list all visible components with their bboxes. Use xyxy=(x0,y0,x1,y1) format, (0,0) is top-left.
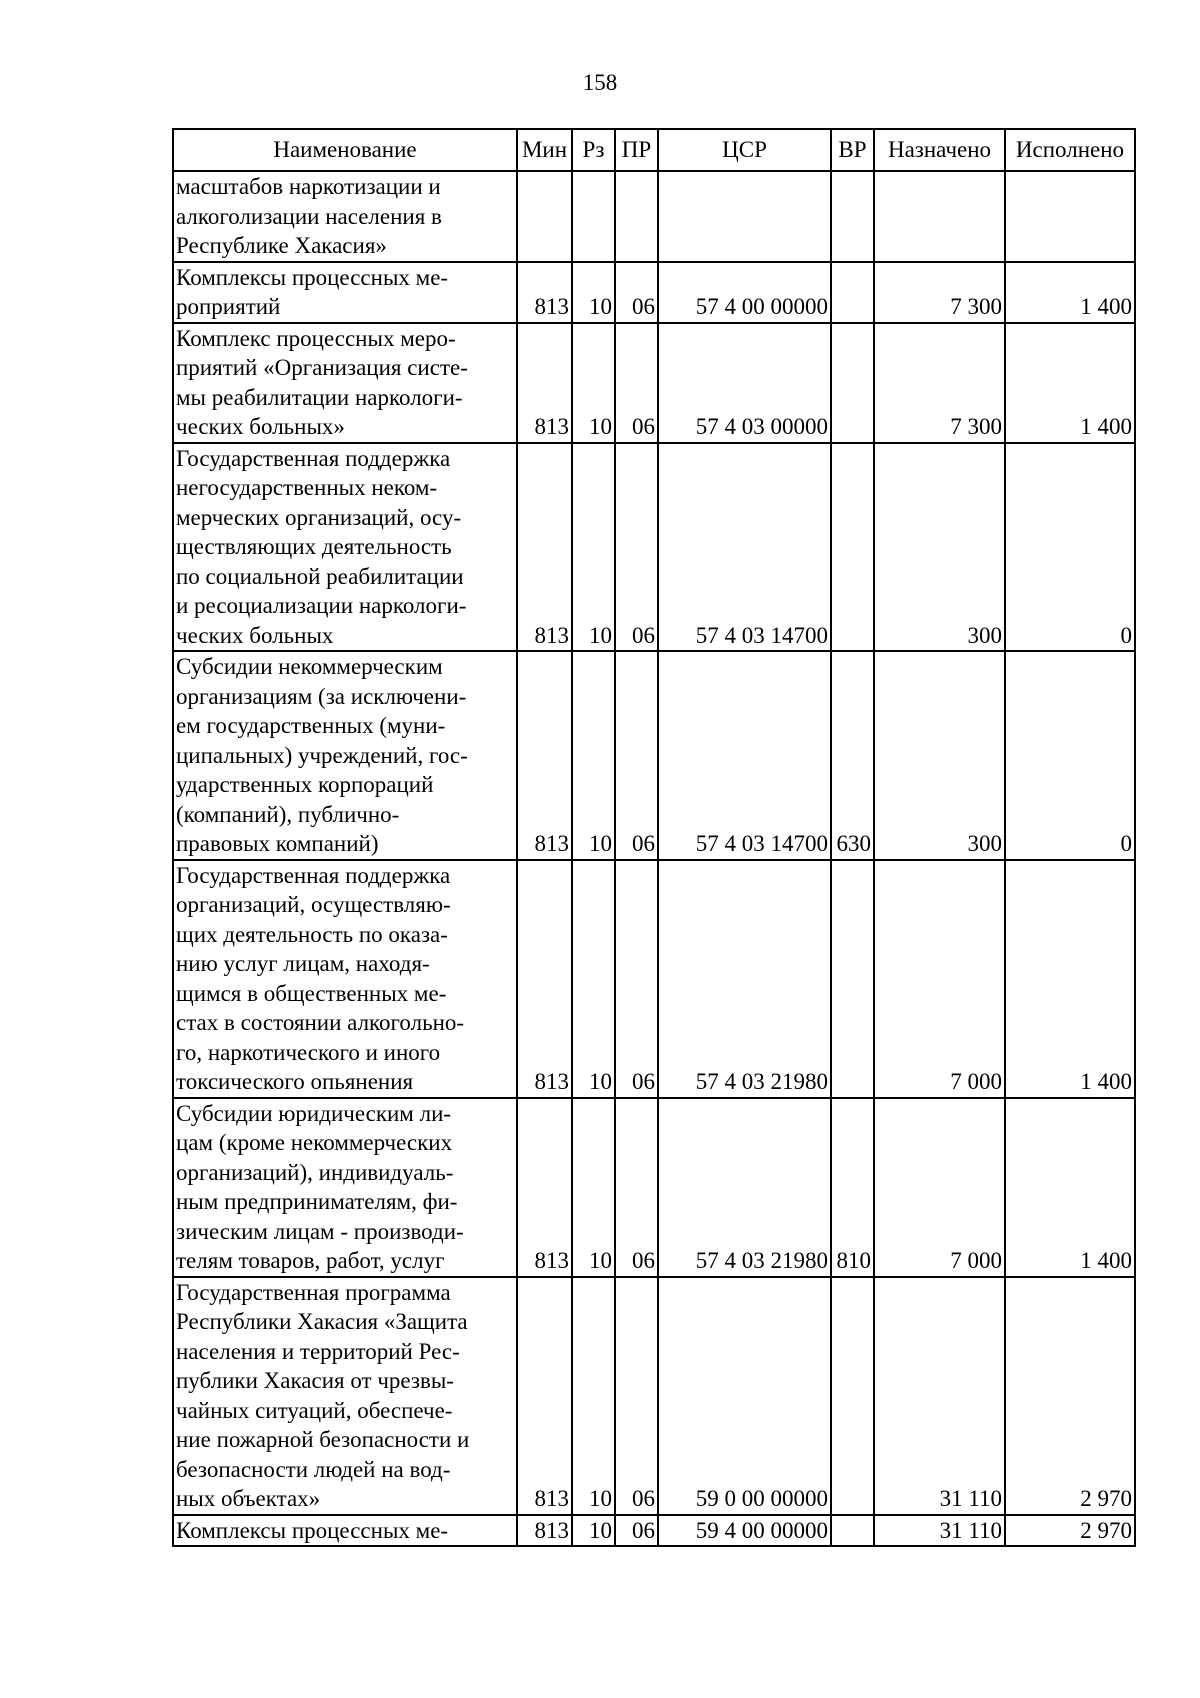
name-line: Республике Хакасия» xyxy=(176,233,387,258)
name-line: правовых компаний) xyxy=(176,831,379,856)
name-line: Субсидии некоммерческим xyxy=(176,654,443,679)
name-line: организаций), индивидуаль- xyxy=(176,1159,454,1185)
cell-name xyxy=(173,1098,517,1277)
table-row xyxy=(173,1277,1135,1515)
table-body xyxy=(173,171,1135,1546)
name-line: го, наркотического и иного xyxy=(176,1039,441,1065)
cell-min: 813 xyxy=(517,651,572,860)
cell-vr xyxy=(831,323,874,443)
cell-executed: 1 400 xyxy=(1005,323,1135,443)
cell-csr: 57 4 03 00000 xyxy=(658,323,831,443)
cell-executed xyxy=(1005,171,1135,262)
name-line: нию услуг лицам, находя- xyxy=(176,951,430,976)
cell-assigned xyxy=(874,171,1005,262)
cell-csr xyxy=(658,171,831,262)
cell-min: 813 xyxy=(517,1098,572,1277)
cell-vr: 630 xyxy=(831,651,874,860)
header-rz: Рз xyxy=(572,129,615,171)
cell-name xyxy=(173,262,517,323)
cell-rz: 10 xyxy=(572,323,615,443)
name-line: телям товаров, работ, услуг xyxy=(176,1248,445,1273)
cell-csr: 57 4 03 14700 xyxy=(658,443,831,652)
header-assigned: Назначено xyxy=(874,129,1005,171)
cell-rz: 10 xyxy=(572,651,615,860)
name-line: Комплекс процессных меро- xyxy=(176,325,456,351)
cell-assigned: 300 xyxy=(874,443,1005,652)
cell-name xyxy=(173,1277,517,1515)
name-line: ударственных корпораций xyxy=(176,772,434,797)
name-line: алкоголизации населения в xyxy=(176,203,442,229)
name-line: мерческих организаций, осу- xyxy=(176,504,462,530)
name-line: мы реабилитации наркологи- xyxy=(176,384,463,410)
table-row xyxy=(173,323,1135,443)
cell-executed: 1 400 xyxy=(1005,860,1135,1098)
cell-executed: 0 xyxy=(1005,651,1135,860)
cell-executed: 0 xyxy=(1005,443,1135,652)
name-line: Государственная поддержка xyxy=(176,862,451,888)
cell-rz: 10 xyxy=(572,443,615,652)
name-line: ние пожарной безопасности и xyxy=(176,1427,470,1452)
name-line: стах в состоянии алкогольно- xyxy=(176,1010,465,1035)
name-line: приятий «Организация систе- xyxy=(176,355,468,380)
name-line: Комплексы процессных ме- xyxy=(176,264,449,290)
name-line: масштабов наркотизации и xyxy=(176,174,441,199)
cell-min: 813 xyxy=(517,1277,572,1515)
table-row xyxy=(173,443,1135,652)
cell-assigned: 31 110 xyxy=(874,1277,1005,1515)
name-line: ным предпринимателям, фи- xyxy=(176,1189,458,1214)
cell-pr: 06 xyxy=(615,1277,658,1515)
cell-min: 813 xyxy=(517,1515,572,1547)
cell-executed: 1 400 xyxy=(1005,262,1135,323)
cell-csr: 59 4 00 00000 xyxy=(658,1515,831,1547)
name-line: токсического опьянения xyxy=(176,1069,414,1094)
name-line: Государственная поддержка xyxy=(176,445,451,471)
table-row xyxy=(173,860,1135,1098)
cell-rz: 10 xyxy=(572,860,615,1098)
name-line: ем государственных (муни- xyxy=(176,713,446,738)
name-line: ных объектах» xyxy=(176,1486,321,1511)
cell-assigned: 300 xyxy=(874,651,1005,860)
name-line: публики Хакасия от чрезвы- xyxy=(176,1368,454,1393)
table-header-row xyxy=(173,129,1135,171)
cell-vr: 810 xyxy=(831,1098,874,1277)
name-line: населения и территорий Рес- xyxy=(176,1338,460,1364)
cell-csr: 57 4 00 00000 xyxy=(658,262,831,323)
cell-name xyxy=(173,443,517,652)
name-line: роприятий xyxy=(176,294,281,319)
cell-min: 813 xyxy=(517,860,572,1098)
name-line: ческих больных» xyxy=(176,414,345,439)
name-line: и ресоциализации наркологи- xyxy=(176,593,467,618)
header-min: Мин xyxy=(517,129,572,171)
name-line: ципальных) учреждений, гос- xyxy=(176,742,468,768)
cell-pr: 06 xyxy=(615,262,658,323)
cell-executed: 1 400 xyxy=(1005,1098,1135,1277)
name-line: щимся в общественных ме- xyxy=(176,980,447,1006)
cell-min: 813 xyxy=(517,323,572,443)
cell-vr xyxy=(831,1277,874,1515)
name-line: по социальной реабилитации xyxy=(176,563,464,589)
header-executed: Исполнено xyxy=(1005,129,1135,171)
cell-vr xyxy=(831,443,874,652)
table-row xyxy=(173,1515,1135,1547)
cell-rz: 10 xyxy=(572,1098,615,1277)
cell-min: 813 xyxy=(517,262,572,323)
cell-pr: 06 xyxy=(615,1515,658,1547)
cell-pr: 06 xyxy=(615,443,658,652)
cell-vr xyxy=(831,171,874,262)
cell-vr xyxy=(831,860,874,1098)
name-line: организаций, осуществляю- xyxy=(176,892,451,917)
header-pr: ПР xyxy=(615,129,658,171)
cell-pr: 06 xyxy=(615,651,658,860)
cell-csr: 57 4 03 21980 xyxy=(658,860,831,1098)
name-line: негосударственных неком- xyxy=(176,475,438,500)
table-row xyxy=(173,1098,1135,1277)
cell-name xyxy=(173,651,517,860)
name-line: зическим лицам - производи- xyxy=(176,1218,464,1244)
name-line: Субсидии юридическим ли- xyxy=(176,1100,452,1126)
header-vr: ВР xyxy=(831,129,874,171)
cell-csr: 57 4 03 21980 xyxy=(658,1098,831,1277)
cell-csr: 57 4 03 14700 xyxy=(658,651,831,860)
name-line: Государственная программа xyxy=(176,1279,451,1305)
cell-assigned: 7 000 xyxy=(874,860,1005,1098)
cell-assigned: 7 300 xyxy=(874,262,1005,323)
name-line: Комплексы процессных ме- xyxy=(176,1517,449,1543)
cell-rz: 10 xyxy=(572,262,615,323)
cell-name xyxy=(173,1515,517,1547)
name-line: Республики Хакасия «Защита xyxy=(176,1309,468,1334)
name-line: цам (кроме некоммерческих xyxy=(176,1130,453,1155)
name-line: ществляющих деятельность xyxy=(176,534,452,559)
table-row xyxy=(173,262,1135,323)
cell-name xyxy=(173,860,517,1098)
cell-assigned: 31 110 xyxy=(874,1515,1005,1547)
cell-vr xyxy=(831,1515,874,1547)
table-row xyxy=(173,651,1135,860)
cell-pr: 06 xyxy=(615,860,658,1098)
name-line: чайных ситуаций, обеспече- xyxy=(176,1397,453,1423)
page-number: 158 xyxy=(582,70,618,95)
name-line: (компаний), публично- xyxy=(176,801,400,827)
cell-name xyxy=(173,323,517,443)
name-line: организациям (за исключени- xyxy=(176,683,467,709)
cell-assigned: 7 000 xyxy=(874,1098,1005,1277)
name-line: щих деятельность по оказа- xyxy=(176,921,448,947)
budget-table xyxy=(172,128,1136,1547)
name-line: безопасности людей на вод- xyxy=(176,1456,451,1482)
table-row xyxy=(173,171,1135,262)
cell-pr: 06 xyxy=(615,1098,658,1277)
cell-pr: 06 xyxy=(615,323,658,443)
header-name: Наименование xyxy=(173,129,517,171)
header-csr: ЦСР xyxy=(658,129,831,171)
cell-executed: 2 970 xyxy=(1005,1515,1135,1547)
cell-name xyxy=(173,171,517,262)
cell-rz: 10 xyxy=(572,1277,615,1515)
cell-rz xyxy=(572,171,615,262)
cell-min xyxy=(517,171,572,262)
cell-csr: 59 0 00 00000 xyxy=(658,1277,831,1515)
cell-min: 813 xyxy=(517,443,572,652)
cell-rz: 10 xyxy=(572,1515,615,1547)
cell-executed: 2 970 xyxy=(1005,1277,1135,1515)
cell-pr xyxy=(615,171,658,262)
cell-vr xyxy=(831,262,874,323)
cell-assigned: 7 300 xyxy=(874,323,1005,443)
name-line: ческих больных xyxy=(176,622,334,648)
